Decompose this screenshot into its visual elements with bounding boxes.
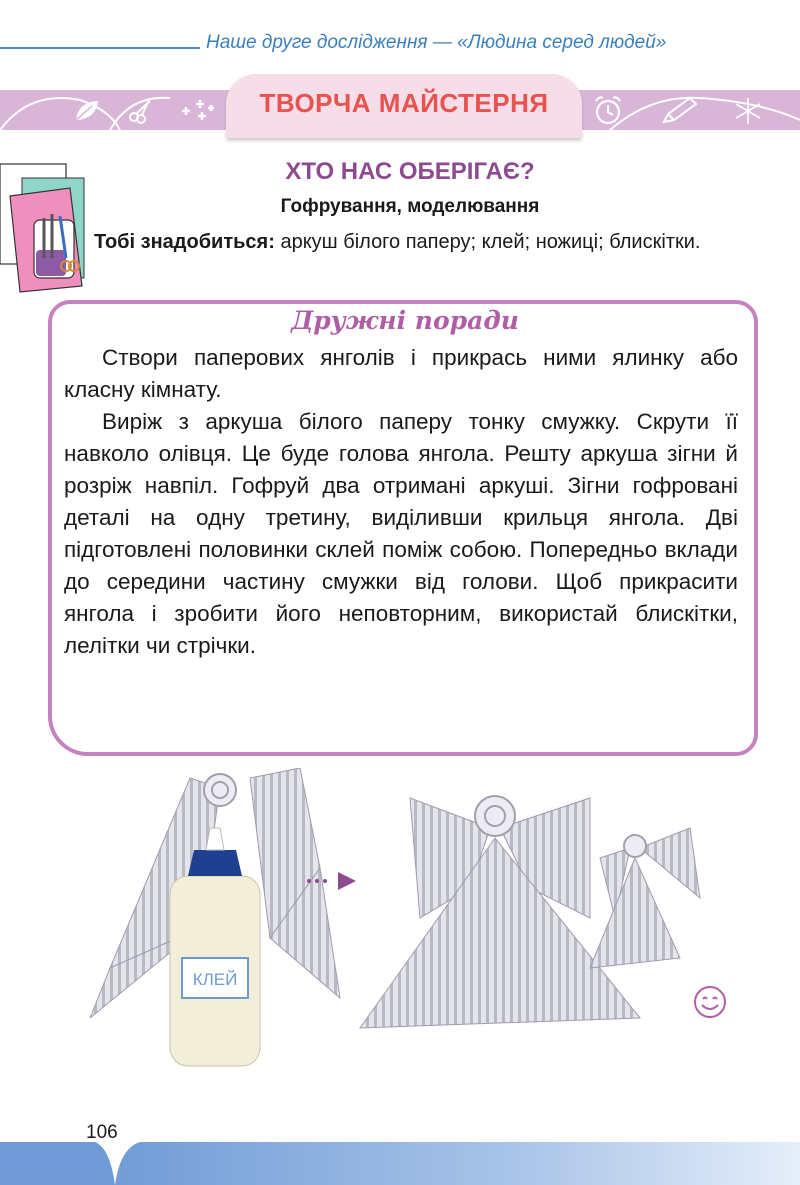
tips-text (64, 342, 738, 662)
leaf-icon (72, 98, 102, 124)
banner-title: ТВОРЧА МАЙСТЕРНЯ (259, 88, 549, 118)
page-title: ХТО НАС ОБЕРІГАЄ? (285, 158, 535, 185)
angel-illustration (70, 768, 734, 1080)
angel-photo (70, 768, 734, 1080)
materials-text (94, 228, 726, 257)
page-subtitle: Гофрування, моделювання (280, 196, 540, 217)
materials-label: Тобі знадобиться: (94, 231, 275, 253)
craft-tools-icon (0, 158, 96, 298)
glue-label: КЛЕЙ (192, 970, 238, 989)
header-rule (0, 47, 200, 49)
materials-list: аркуш білого паперу; клей; ножиці; блискітки. (274, 231, 701, 253)
arrow-right-icon (306, 872, 356, 890)
snowflake-icon (730, 96, 766, 126)
alarm-clock-icon (590, 92, 626, 128)
tips-paragraph: Виріж з аркуша білого паперу тонку смужку. Скрути її навколо олівця. Це буде голова янгола. Решту аркуша зігни й розріж навпіл. Гофруй два отримані аркуші. Зігни гофровані деталі на одну третину, виділивши крильця янгола. Дві підготовлені половинки склей поміж собою. Попередньо вклади до середини частину смужки від голови. Щоб прикрасити янгола і зробити його неповторним, використай блискітки, лелітки чи стрічки. (64, 409, 738, 658)
pencil-icon (660, 94, 700, 126)
tips-title: Дружні поради (291, 306, 519, 335)
running-head: Наше друге дослідження — «Людина серед людей» (206, 32, 667, 53)
footer-band (0, 1142, 800, 1185)
flower-icon (176, 96, 216, 126)
page-number: 106 (86, 1122, 118, 1143)
tips-paragraph: Створи паперових янголів і прикрась ними ялинку або класну кімнату. (64, 345, 738, 402)
smiley-icon (692, 984, 728, 1020)
scissors-icon (128, 98, 154, 124)
